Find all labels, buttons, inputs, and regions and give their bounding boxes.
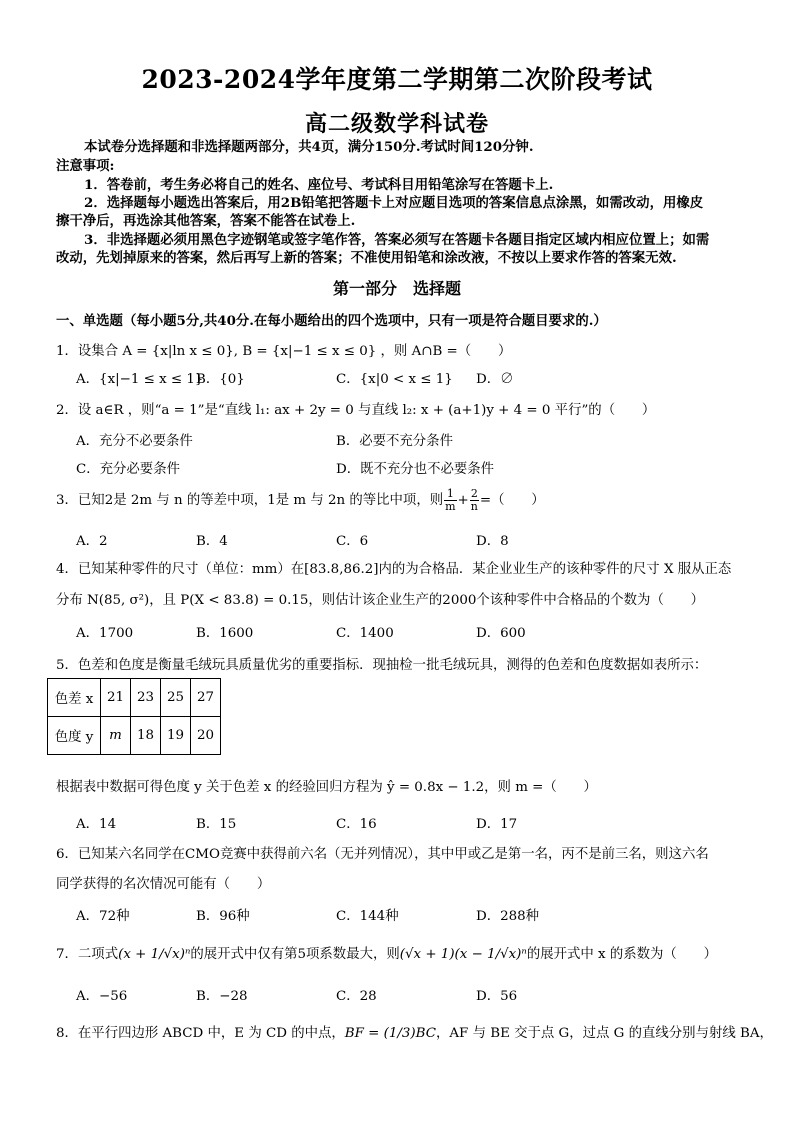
notes-title: 注意事项: <box>56 158 115 174</box>
q3-fraction-1: $\frac{1}{m}$ <box>445 487 456 513</box>
q1-option-c: C．{x|0 < x ≤ 1} <box>336 372 453 387</box>
note-2b: 擦干净后，再选涂其他答案，答案不能答在试卷上. <box>56 213 356 229</box>
q5-option-b: B．15 <box>196 817 237 832</box>
question-6-stem-line2: 同学获得的名次情况可能有（ ） <box>56 877 271 892</box>
table-cell: 25 <box>161 679 191 717</box>
q6-option-c: C．144种 <box>336 909 399 924</box>
q1-option-a: A．{x|−1 ≤ x ≤ 1} <box>76 372 204 387</box>
question-4-stem-line1: 4．已知某种零件的尺寸（单位：mm）在[83.8,86.2]内的为合格品．某企业业生产的该种零件的尺寸 X 服从正态 <box>56 562 732 577</box>
q7-option-d: D．56 <box>476 989 518 1004</box>
q4-option-b: B．1600 <box>196 626 254 641</box>
table-row <box>48 679 221 717</box>
part-heading: 第一部分 选择题 <box>332 279 461 298</box>
q5-option-d: D．17 <box>476 817 518 832</box>
q4-option-a: A．1700 <box>76 626 134 641</box>
question-1-stem: 1．设集合 A = {x|ln x ≤ 0}, B = {x|−1 ≤ x ≤ 0} ，则 A∩B =（ ） <box>56 344 512 359</box>
q2-option-b: B．必要不充分条件 <box>336 434 453 449</box>
table-cell: 21 <box>101 679 131 717</box>
table-cell: 20 <box>191 717 221 755</box>
table-cell: 色度 y <box>48 717 101 755</box>
q6-option-b: B．96种 <box>196 909 250 924</box>
question-5-stem2: 根据表中数据可得色度 y 关于色差 x 的经验回归方程为 ŷ = 0.8x − 1.2，则 m =（ ） <box>56 780 597 795</box>
q2-option-a: A．充分不必要条件 <box>76 434 193 449</box>
q3-option-d: D．8 <box>476 534 509 549</box>
question-8-stem: 8．在平行四边形 ABCD 中，E 为 CD 的中点，BF = (1/3)BC，AF 与 BE 交于点 G，过点 G 的直线分别与射线 BA， <box>56 1026 773 1041</box>
table-cell: m <box>101 717 131 755</box>
q3-option-b: B．4 <box>196 534 228 549</box>
note-1: 1．答卷前，考生务必将自己的姓名、座位号、考试科目用铅笔涂写在答题卡上. <box>84 177 554 193</box>
table-row <box>48 717 221 755</box>
table-cell: 19 <box>161 717 191 755</box>
q6-option-a: A．72种 <box>76 909 130 924</box>
q4-option-c: C．1400 <box>336 626 394 641</box>
q3-stem-a: 3．已知2是 2m 与 n 的等差中项，1是 m 与 2n 的等比中项，则 <box>56 493 444 508</box>
q8-vector-expression: BF = (1/3)BC <box>344 1026 436 1041</box>
question-4-stem-line2: 分布 N(85, σ²)，且 P(X < 83.8) = 0.15，则估计该企业生产的2000个该种零件中合格品的个数为（ ） <box>56 593 705 608</box>
q3-fraction-2: $\frac{2}{n}$ <box>470 487 478 513</box>
table-cell: 色差 x <box>48 679 101 717</box>
q4-option-d: D．600 <box>476 626 526 641</box>
q7-expression-2: (√x + 1)(x − 1/√x)ⁿ <box>399 947 527 962</box>
q3-option-a: A．2 <box>76 534 108 549</box>
intro-line: 本试卷分选择题和非选择题两部分，共4页，满分150分.考试时间120分钟. <box>84 139 534 155</box>
question-2-stem: 2．设 a∈R ，则“a = 1”是“直线 l₁: ax + 2y = 0 与直线 l₂: x + (a+1)y + 4 = 0 平行”的（ ） <box>56 403 656 418</box>
q2-option-d: D．既不充分也不必要条件 <box>336 462 495 477</box>
q1-option-b: B．{0} <box>196 372 245 387</box>
question-6-stem-line1: 6．已知某六名同学在CMO竞赛中获得前六名（无并列情况），其中甲或乙是第一名，丙不是前三名，则这六名 <box>56 847 709 862</box>
q7-expression-1: (x + 1/√x)ⁿ <box>118 947 191 962</box>
table-cell: 18 <box>131 717 161 755</box>
section-title: 一、单选题（每小题5分,共40分.在每小题给出的四个选项中，只有一项是符合题目要求的.） <box>56 313 607 329</box>
q7-option-b: B．−28 <box>196 989 248 1004</box>
question-5-stem: 5．色差和色度是衡量毛绒玩具质量优劣的重要指标．现抽检一批毛绒玩具，测得的色差和色度数据如表所示： <box>56 658 708 673</box>
q7-option-a: A．−56 <box>76 989 128 1004</box>
exam-subtitle: 高二级数学科试卷 <box>304 111 489 137</box>
q3-stem-b: =（ ） <box>479 493 545 508</box>
q3-option-c: C．6 <box>336 534 369 549</box>
question-3-stem: 3．已知2是 2m 与 n 的等差中项，1是 m 与 2n 的等比中项，则 $\frac{1}{m}$ + $\frac{2}{n}$ =（ ） <box>56 487 545 513</box>
q6-option-d: D．288种 <box>476 909 540 924</box>
question-7-stem: 7．二项式(x + 1/√x)ⁿ的展开式中仅有第5项系数最大，则(√x + 1)(x − 1/√x)ⁿ的展开式中 x 的系数为（ ） <box>56 947 717 962</box>
exam-title: 2023-2024学年度第二学期第二次阶段考试 <box>141 65 653 94</box>
q2-option-c: C．充分必要条件 <box>76 462 180 477</box>
q1-option-d: D．∅ <box>476 372 514 387</box>
note-3b: 改动，先划掉原来的答案，然后再写上新的答案；不准使用铅笔和涂改液，不按以上要求作答的答案无效. <box>56 250 677 266</box>
note-3a: 3．非选择题必须用黑色字迹钢笔或签字笔作答，答案必须写在答题卡各题目指定区域内相应位置上；如需 <box>84 232 710 248</box>
table-cell: 27 <box>191 679 221 717</box>
q5-option-c: C．16 <box>336 817 377 832</box>
q5-option-a: A．14 <box>76 817 117 832</box>
note-2a: 2．选择题每小题选出答案后，用2B铅笔把答题卡上对应题目选项的答案信息点涂黑，如需改动，用橡皮 <box>84 195 704 211</box>
q5-data-table <box>47 678 221 755</box>
table-cell: 23 <box>131 679 161 717</box>
q7-option-c: C．28 <box>336 989 377 1004</box>
